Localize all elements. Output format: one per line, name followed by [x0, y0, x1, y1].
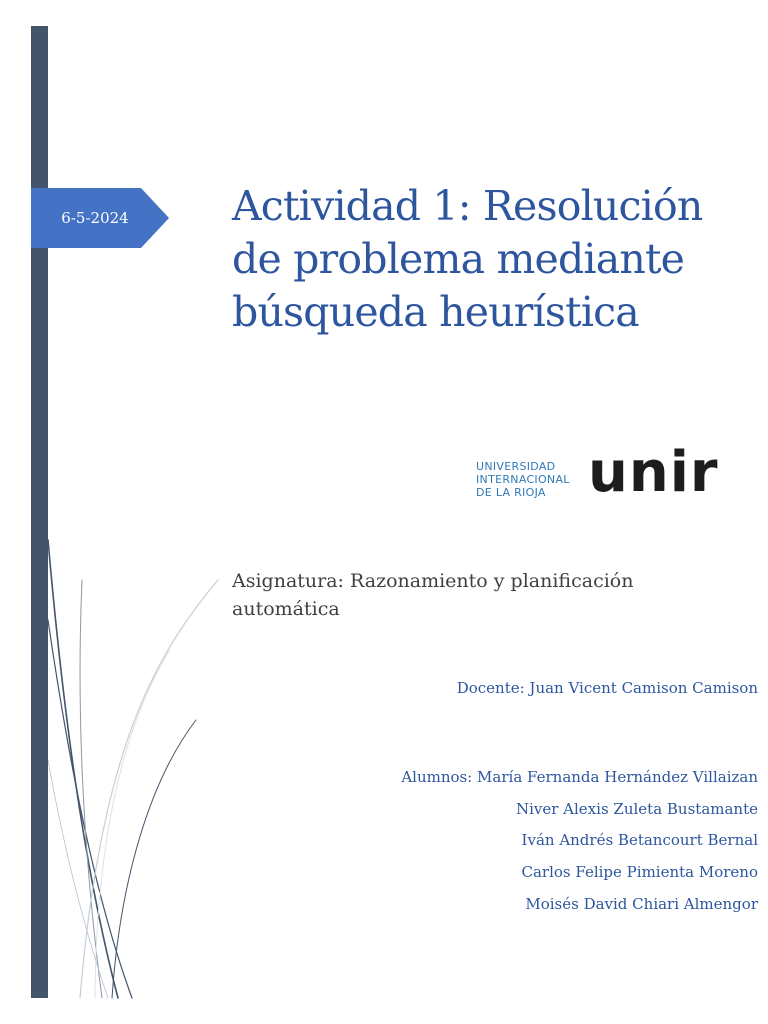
sidebar-bar [31, 26, 48, 998]
curve-4 [80, 580, 218, 998]
curve-1 [48, 540, 118, 998]
teacher-text: Docente: Juan Vicent Camison Camison [456, 679, 758, 697]
logo-line-1: UNIVERSIDAD [476, 460, 556, 473]
student-line: Carlos Felipe Pimienta Moreno [521, 863, 758, 882]
logo-line-3: DE LA RIOJA [476, 486, 546, 499]
curve-6 [95, 650, 170, 998]
curve-5 [112, 720, 196, 998]
student-line: Niver Alexis Zuleta Bustamante [515, 799, 758, 818]
logo-university-name [476, 460, 570, 499]
logo-line-2: INTERNACIONAL [476, 473, 570, 486]
unir-logo [476, 440, 746, 514]
curve-3 [80, 580, 102, 998]
document-title [232, 180, 752, 339]
title-line-3: búsqueda heurística [232, 288, 639, 336]
logo-wordmark: unir [588, 440, 719, 505]
student-line: Iván Andrés Betancourt Bernal [521, 831, 758, 850]
student-line: Moisés David Chiari Almengor [525, 894, 758, 913]
students-list [401, 762, 758, 921]
student-line: Alumnos: María Fernanda Hernández Villaizan [401, 768, 758, 786]
title-line-2: de problema mediante [232, 235, 685, 283]
subject-text: Asignatura: Razonamiento y planificación automática [232, 570, 634, 620]
title-line-1: Actividad 1: Resolución [232, 182, 703, 230]
date-text: 6-5-2024 [61, 209, 129, 227]
date-banner [31, 188, 169, 248]
